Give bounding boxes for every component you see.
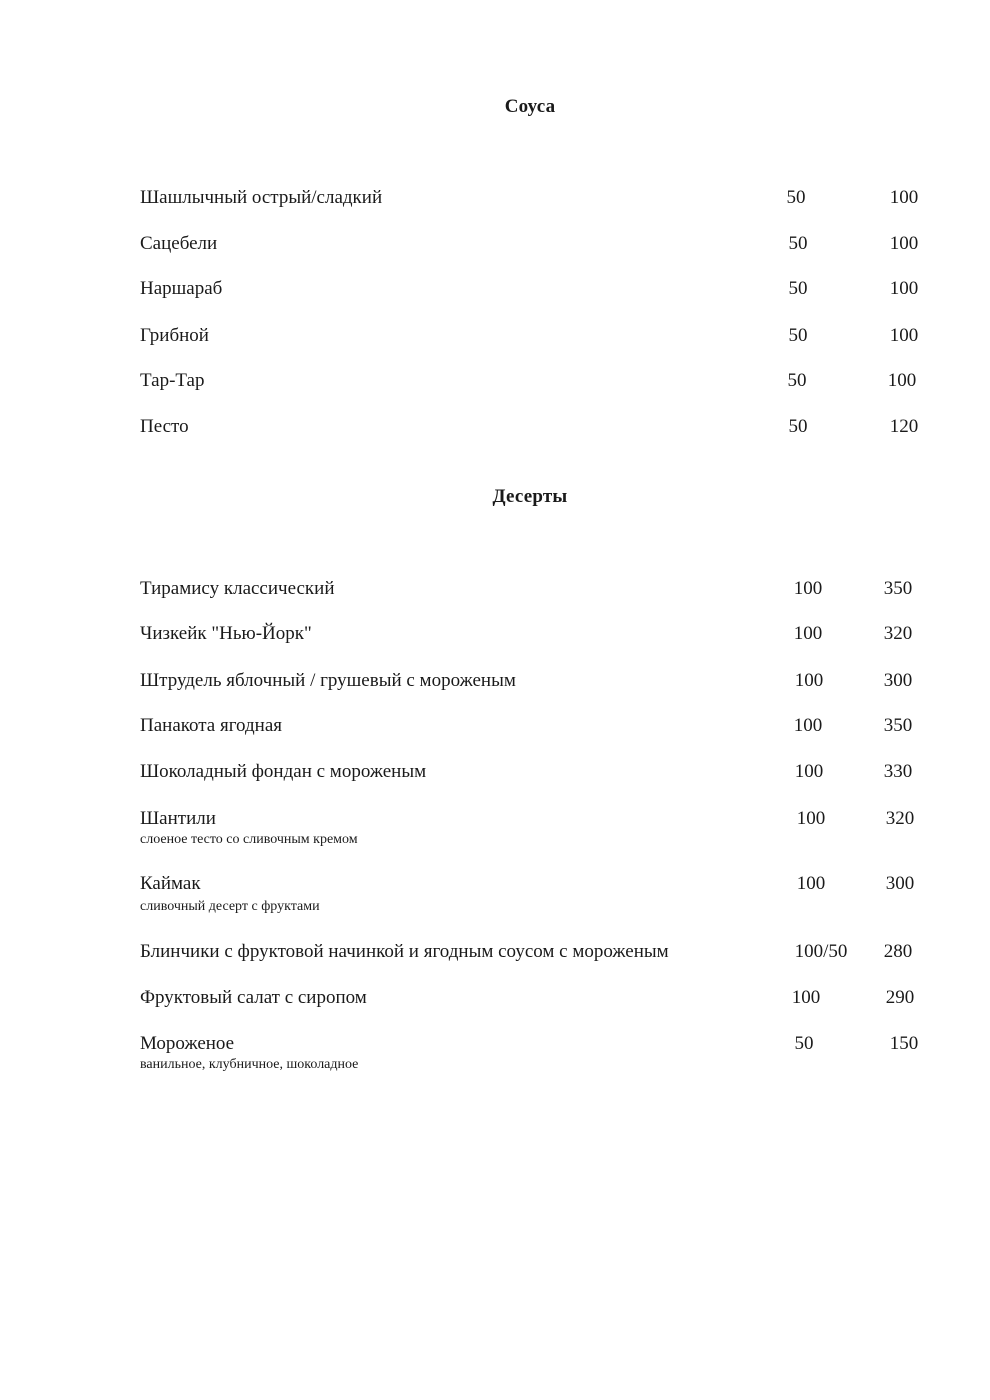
item-weight: 50 (788, 416, 808, 437)
item-weight: 100 (796, 808, 826, 829)
item-name: Блинчики с фруктовой начинкой и ягодным соусом с мороженым (140, 941, 669, 962)
menu-row (140, 233, 940, 273)
item-price: 100 (889, 325, 919, 346)
item-price: 320 (883, 623, 913, 644)
item-price: 100 (889, 278, 919, 299)
section-title-sauces: Соуса (504, 96, 556, 117)
item-weight: 50 (787, 370, 807, 391)
item-weight: 100 (791, 987, 821, 1008)
menu-row (140, 808, 940, 848)
item-price: 100 (889, 187, 919, 208)
menu-row (140, 941, 940, 981)
menu-row (140, 1033, 940, 1073)
menu-row (140, 325, 940, 365)
item-weight: 50 (794, 1033, 814, 1054)
item-name: Чизкейк "Нью-Йорк" (140, 623, 312, 644)
item-weight: 50 (788, 233, 808, 254)
item-name: Каймак (140, 873, 201, 894)
item-weight: 100 (793, 623, 823, 644)
item-price: 350 (883, 578, 913, 599)
menu-row (140, 761, 940, 801)
item-price: 290 (885, 987, 915, 1008)
item-name: Шоколадный фондан с мороженым (140, 761, 427, 782)
item-description: слоеное тесто со сливочным кремом (140, 832, 358, 847)
menu-row (140, 370, 940, 410)
item-description: сливочный десерт с фруктами (140, 899, 320, 914)
item-name: Наршараб (140, 278, 223, 299)
item-price: 100 (889, 233, 919, 254)
menu-row (140, 987, 940, 1027)
item-price: 120 (889, 416, 919, 437)
item-price: 300 (883, 670, 913, 691)
item-price: 330 (883, 761, 913, 782)
item-name: Тирамису классический (140, 578, 335, 599)
item-name: Фруктовый салат с сиропом (140, 987, 367, 1008)
menu-row (140, 873, 940, 913)
item-weight: 100 (796, 873, 826, 894)
menu-row (140, 187, 940, 227)
item-price: 300 (885, 873, 915, 894)
item-name: Песто (140, 416, 189, 437)
item-price: 100 (887, 370, 917, 391)
menu-row (140, 715, 940, 755)
item-name: Панакота ягодная (140, 715, 283, 736)
item-name: Сацебели (140, 233, 218, 254)
item-price: 350 (883, 715, 913, 736)
menu-row (140, 623, 940, 663)
item-weight: 50 (788, 325, 808, 346)
menu-row (140, 278, 940, 318)
item-description: ванильное, клубничное, шоколадное (140, 1057, 359, 1072)
item-weight: 100 (793, 715, 823, 736)
menu-row (140, 670, 940, 710)
item-price: 150 (889, 1033, 919, 1054)
item-weight: 100/50 (794, 941, 848, 962)
item-name: Шашлычный острый/сладкий (140, 187, 383, 208)
item-price: 280 (883, 941, 913, 962)
item-weight: 50 (788, 278, 808, 299)
item-name: Шантили (140, 808, 216, 829)
item-price: 320 (885, 808, 915, 829)
section-title-desserts: Десерты (492, 486, 568, 507)
item-name: Мороженое (140, 1033, 235, 1054)
item-weight: 100 (794, 761, 824, 782)
item-name: Грибной (140, 325, 209, 346)
item-name: Штрудель яблочный / грушевый с мороженым (140, 670, 516, 691)
item-weight: 100 (794, 670, 824, 691)
item-name: Тар-Тар (140, 370, 205, 391)
item-weight: 50 (786, 187, 806, 208)
item-weight: 100 (793, 578, 823, 599)
menu-row (140, 578, 940, 618)
menu-row (140, 416, 940, 456)
